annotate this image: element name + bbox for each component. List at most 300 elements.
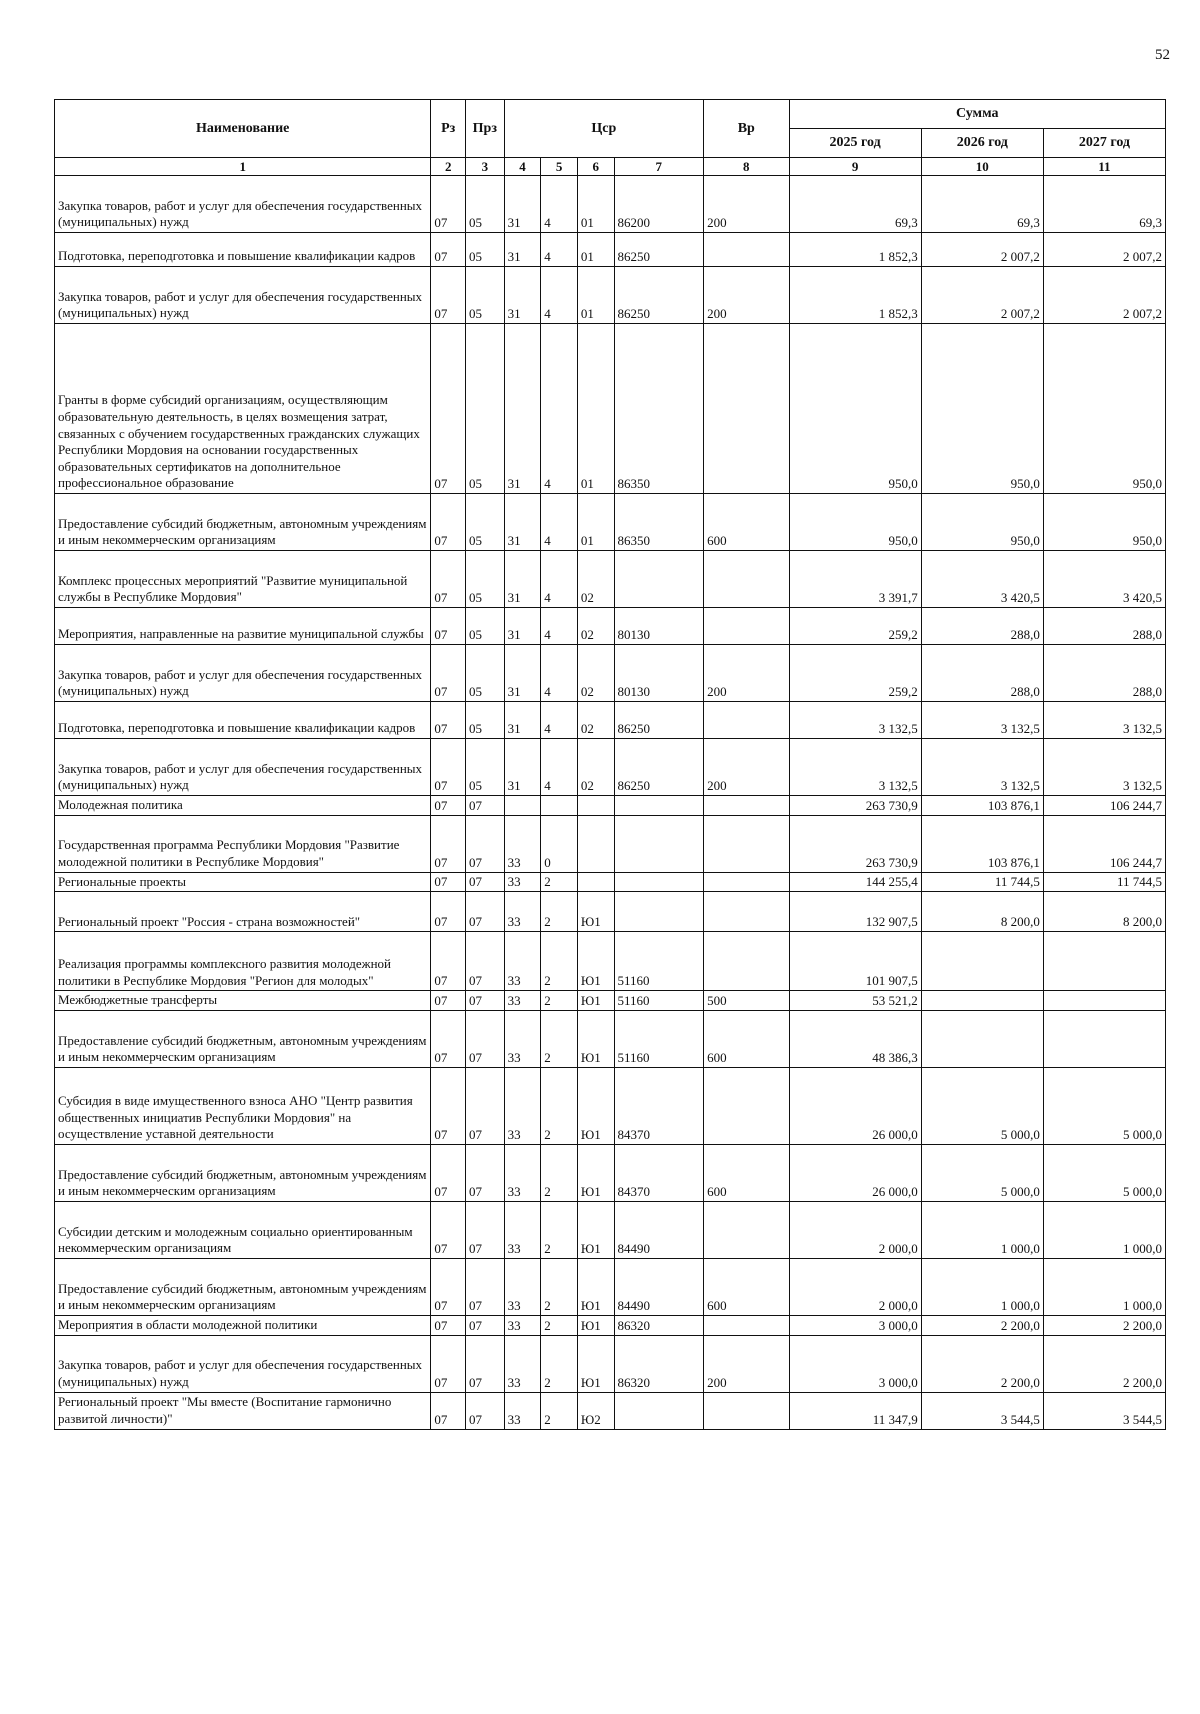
row-sum-2025: 53 521,2 xyxy=(789,991,921,1011)
row-rz: 07 xyxy=(431,872,466,892)
row-name: Гранты в форме субсидий организациям, осуществляющим образовательную деятельность, в целях возмещения затрат, связанных с обучением государственных гражданских служащих Республики Мордовия на основании государственных образовательных сертификатов на дополнительное профессиональное образование xyxy=(55,324,431,494)
column-number: 8 xyxy=(704,158,789,176)
row-tsr-3: Ю1 xyxy=(577,1335,614,1392)
table-row xyxy=(55,551,1166,608)
row-name: Мероприятия, направленные на развитие муниципальной службы xyxy=(55,608,431,645)
column-number: 7 xyxy=(614,158,704,176)
row-vr: 500 xyxy=(704,991,789,1011)
table-row xyxy=(55,176,1166,233)
row-vr xyxy=(704,1392,789,1429)
row-sum-2025: 259,2 xyxy=(789,608,921,645)
row-name: Государственная программа Республики Мордовия "Развитие молодежной политики в Республике Мордовия" xyxy=(55,815,431,872)
row-sum-2025: 3 132,5 xyxy=(789,739,921,796)
row-sum-2026: 3 132,5 xyxy=(921,739,1043,796)
row-tsr-3 xyxy=(577,815,614,872)
column-number: 6 xyxy=(577,158,614,176)
row-tsr-1: 33 xyxy=(504,1201,541,1258)
row-prz: 05 xyxy=(466,645,505,702)
row-prz: 07 xyxy=(466,1258,505,1315)
row-name: Субсидия в виде имущественного взноса АНО "Центр развития общественных инициатив Республики Мордовия" на осуществление уставной деятельности xyxy=(55,1067,431,1144)
row-tsr-4: 86320 xyxy=(614,1335,704,1392)
table-row xyxy=(55,702,1166,739)
row-tsr-3: Ю1 xyxy=(577,892,614,932)
row-tsr-1: 33 xyxy=(504,932,541,991)
row-tsr-2: 4 xyxy=(541,608,578,645)
row-sum-2027: 3 132,5 xyxy=(1043,702,1165,739)
row-prz: 05 xyxy=(466,702,505,739)
table-row xyxy=(55,1258,1166,1315)
row-sum-2027: 2 200,0 xyxy=(1043,1315,1165,1335)
row-tsr-2: 4 xyxy=(541,233,578,267)
row-sum-2026: 1 000,0 xyxy=(921,1258,1043,1315)
row-tsr-3: 01 xyxy=(577,267,614,324)
table-row xyxy=(55,932,1166,991)
row-rz: 07 xyxy=(431,892,466,932)
row-name: Подготовка, переподготовка и повышение квалификации кадров xyxy=(55,233,431,267)
table-body xyxy=(55,158,1166,1430)
row-vr: 600 xyxy=(704,494,789,551)
row-sum-2027: 288,0 xyxy=(1043,608,1165,645)
row-tsr-4: 86250 xyxy=(614,233,704,267)
row-tsr-1: 33 xyxy=(504,1315,541,1335)
row-sum-2026: 69,3 xyxy=(921,176,1043,233)
row-sum-2026: 2 007,2 xyxy=(921,233,1043,267)
budget-table xyxy=(54,99,1166,1430)
row-name: Региональный проект "Мы вместе (Воспитание гармонично развитой личности)" xyxy=(55,1392,431,1429)
row-tsr-2: 4 xyxy=(541,551,578,608)
row-sum-2026 xyxy=(921,991,1043,1011)
row-vr: 600 xyxy=(704,1258,789,1315)
row-tsr-4: 86250 xyxy=(614,739,704,796)
row-tsr-3: Ю1 xyxy=(577,1258,614,1315)
table-row xyxy=(55,1144,1166,1201)
row-tsr-4 xyxy=(614,796,704,816)
row-tsr-4: 86320 xyxy=(614,1315,704,1335)
row-vr xyxy=(704,1067,789,1144)
row-sum-2026: 103 876,1 xyxy=(921,796,1043,816)
row-rz: 07 xyxy=(431,815,466,872)
row-rz: 07 xyxy=(431,1392,466,1429)
row-sum-2026: 103 876,1 xyxy=(921,815,1043,872)
row-sum-2025: 950,0 xyxy=(789,324,921,494)
row-tsr-2: 2 xyxy=(541,1392,578,1429)
row-sum-2026: 3 132,5 xyxy=(921,702,1043,739)
row-sum-2026 xyxy=(921,932,1043,991)
row-sum-2027: 2 200,0 xyxy=(1043,1335,1165,1392)
row-sum-2026: 950,0 xyxy=(921,494,1043,551)
row-name: Региональный проект "Россия - страна возможностей" xyxy=(55,892,431,932)
row-sum-2025: 1 852,3 xyxy=(789,267,921,324)
row-prz: 05 xyxy=(466,176,505,233)
row-vr xyxy=(704,608,789,645)
row-prz: 05 xyxy=(466,494,505,551)
row-tsr-3: 01 xyxy=(577,176,614,233)
row-vr xyxy=(704,551,789,608)
row-sum-2025: 144 255,4 xyxy=(789,872,921,892)
row-rz: 07 xyxy=(431,551,466,608)
row-tsr-2: 2 xyxy=(541,1067,578,1144)
row-tsr-1: 33 xyxy=(504,1010,541,1067)
row-sum-2025: 26 000,0 xyxy=(789,1144,921,1201)
header-name: Наименование xyxy=(55,100,431,158)
row-tsr-1: 33 xyxy=(504,991,541,1011)
row-sum-2026: 2 200,0 xyxy=(921,1335,1043,1392)
row-tsr-2: 4 xyxy=(541,324,578,494)
row-name: Межбюджетные трансферты xyxy=(55,991,431,1011)
row-vr xyxy=(704,892,789,932)
row-prz: 07 xyxy=(466,1067,505,1144)
header-vr: Вр xyxy=(704,100,789,158)
row-tsr-3: Ю1 xyxy=(577,1010,614,1067)
row-sum-2026: 5 000,0 xyxy=(921,1144,1043,1201)
table-row xyxy=(55,739,1166,796)
row-tsr-3: 01 xyxy=(577,494,614,551)
row-tsr-2: 4 xyxy=(541,702,578,739)
row-tsr-4: 86350 xyxy=(614,324,704,494)
row-tsr-4: 86250 xyxy=(614,702,704,739)
row-tsr-1: 33 xyxy=(504,872,541,892)
row-sum-2027: 950,0 xyxy=(1043,324,1165,494)
row-tsr-1: 31 xyxy=(504,739,541,796)
table-row xyxy=(55,494,1166,551)
row-name: Комплекс процессных мероприятий "Развитие муниципальной службы в Республике Мордовия" xyxy=(55,551,431,608)
row-tsr-1: 33 xyxy=(504,1067,541,1144)
row-rz: 07 xyxy=(431,1144,466,1201)
row-tsr-3 xyxy=(577,872,614,892)
row-tsr-2: 2 xyxy=(541,1201,578,1258)
row-prz: 07 xyxy=(466,1315,505,1335)
row-prz: 05 xyxy=(466,267,505,324)
row-name: Подготовка, переподготовка и повышение квалификации кадров xyxy=(55,702,431,739)
row-sum-2027: 1 000,0 xyxy=(1043,1258,1165,1315)
row-name: Региональные проекты xyxy=(55,872,431,892)
row-tsr-1: 31 xyxy=(504,551,541,608)
table-row xyxy=(55,892,1166,932)
row-vr: 200 xyxy=(704,1335,789,1392)
row-prz: 07 xyxy=(466,815,505,872)
row-sum-2027: 3 544,5 xyxy=(1043,1392,1165,1429)
row-tsr-3: 01 xyxy=(577,324,614,494)
row-sum-2025: 3 000,0 xyxy=(789,1315,921,1335)
header-rz: Рз xyxy=(431,100,466,158)
row-rz: 07 xyxy=(431,1010,466,1067)
row-name: Мероприятия в области молодежной политики xyxy=(55,1315,431,1335)
row-name: Молодежная политика xyxy=(55,796,431,816)
row-tsr-4 xyxy=(614,815,704,872)
row-name: Предоставление субсидий бюджетным, автономным учреждениям и иным некоммерческим организациям xyxy=(55,494,431,551)
row-rz: 07 xyxy=(431,1335,466,1392)
header-year-2026: 2026 год xyxy=(921,129,1043,158)
row-prz: 07 xyxy=(466,1392,505,1429)
row-prz: 07 xyxy=(466,1335,505,1392)
row-tsr-1: 31 xyxy=(504,494,541,551)
row-tsr-3: 02 xyxy=(577,702,614,739)
row-rz: 07 xyxy=(431,494,466,551)
row-tsr-1: 33 xyxy=(504,892,541,932)
row-tsr-1: 31 xyxy=(504,324,541,494)
row-tsr-2: 4 xyxy=(541,739,578,796)
row-sum-2027: 288,0 xyxy=(1043,645,1165,702)
row-sum-2025: 263 730,9 xyxy=(789,796,921,816)
table-row xyxy=(55,1335,1166,1392)
row-rz: 07 xyxy=(431,267,466,324)
row-tsr-2 xyxy=(541,796,578,816)
row-sum-2026: 3 420,5 xyxy=(921,551,1043,608)
row-tsr-3: Ю2 xyxy=(577,1392,614,1429)
row-sum-2026: 288,0 xyxy=(921,608,1043,645)
row-sum-2025: 2 000,0 xyxy=(789,1258,921,1315)
table-row xyxy=(55,324,1166,494)
row-vr xyxy=(704,324,789,494)
row-sum-2027: 2 007,2 xyxy=(1043,267,1165,324)
column-number: 4 xyxy=(504,158,541,176)
row-tsr-2: 4 xyxy=(541,494,578,551)
row-tsr-2: 4 xyxy=(541,645,578,702)
table-row xyxy=(55,1315,1166,1335)
row-tsr-1: 31 xyxy=(504,645,541,702)
header-year-2027: 2027 год xyxy=(1043,129,1165,158)
row-sum-2025: 259,2 xyxy=(789,645,921,702)
row-prz: 07 xyxy=(466,892,505,932)
row-sum-2027: 5 000,0 xyxy=(1043,1067,1165,1144)
table-row xyxy=(55,991,1166,1011)
row-sum-2025: 950,0 xyxy=(789,494,921,551)
column-number: 3 xyxy=(466,158,505,176)
row-prz: 07 xyxy=(466,872,505,892)
row-vr: 600 xyxy=(704,1144,789,1201)
row-sum-2025: 48 386,3 xyxy=(789,1010,921,1067)
column-number: 10 xyxy=(921,158,1043,176)
table-row xyxy=(55,1201,1166,1258)
row-prz: 05 xyxy=(466,739,505,796)
table-row xyxy=(55,1067,1166,1144)
header-sum: Сумма xyxy=(789,100,1165,129)
page-number: 52 xyxy=(1155,47,1170,63)
row-tsr-1: 31 xyxy=(504,176,541,233)
row-tsr-3: 02 xyxy=(577,551,614,608)
row-sum-2026: 2 200,0 xyxy=(921,1315,1043,1335)
row-tsr-1: 33 xyxy=(504,1144,541,1201)
row-vr: 200 xyxy=(704,739,789,796)
row-tsr-4: 51160 xyxy=(614,991,704,1011)
row-tsr-1: 31 xyxy=(504,267,541,324)
header-prz: Прз xyxy=(466,100,505,158)
row-vr: 200 xyxy=(704,267,789,324)
row-tsr-4 xyxy=(614,551,704,608)
row-rz: 07 xyxy=(431,1201,466,1258)
table-row xyxy=(55,267,1166,324)
row-sum-2026: 3 544,5 xyxy=(921,1392,1043,1429)
row-tsr-1: 33 xyxy=(504,815,541,872)
row-sum-2026: 8 200,0 xyxy=(921,892,1043,932)
row-sum-2027: 2 007,2 xyxy=(1043,233,1165,267)
row-name: Закупка товаров, работ и услуг для обеспечения государственных (муниципальных) нужд xyxy=(55,267,431,324)
row-sum-2027: 8 200,0 xyxy=(1043,892,1165,932)
row-sum-2026 xyxy=(921,1010,1043,1067)
row-vr xyxy=(704,815,789,872)
row-tsr-1: 33 xyxy=(504,1258,541,1315)
row-tsr-4: 84370 xyxy=(614,1144,704,1201)
row-tsr-2: 2 xyxy=(541,1335,578,1392)
table-row xyxy=(55,796,1166,816)
row-rz: 07 xyxy=(431,176,466,233)
row-name: Реализация программы комплексного развития молодежной политики в Республике Мордовия "Регион для молодых" xyxy=(55,932,431,991)
row-vr xyxy=(704,872,789,892)
column-number: 11 xyxy=(1043,158,1165,176)
row-name: Закупка товаров, работ и услуг для обеспечения государственных (муниципальных) нужд xyxy=(55,645,431,702)
column-number: 2 xyxy=(431,158,466,176)
row-sum-2027: 950,0 xyxy=(1043,494,1165,551)
row-sum-2025: 132 907,5 xyxy=(789,892,921,932)
row-prz: 05 xyxy=(466,551,505,608)
row-tsr-1: 31 xyxy=(504,233,541,267)
row-tsr-2: 2 xyxy=(541,1258,578,1315)
column-number-row xyxy=(55,158,1166,176)
row-tsr-2: 2 xyxy=(541,1010,578,1067)
row-name: Субсидии детским и молодежным социально ориентированным некоммерческим организациям xyxy=(55,1201,431,1258)
row-vr xyxy=(704,932,789,991)
row-tsr-2: 2 xyxy=(541,892,578,932)
header-tsr: Цср xyxy=(504,100,703,158)
row-sum-2025: 3 132,5 xyxy=(789,702,921,739)
row-tsr-3: Ю1 xyxy=(577,1315,614,1335)
row-prz: 07 xyxy=(466,1144,505,1201)
row-tsr-3: Ю1 xyxy=(577,1144,614,1201)
row-sum-2026: 288,0 xyxy=(921,645,1043,702)
row-sum-2025: 2 000,0 xyxy=(789,1201,921,1258)
row-vr xyxy=(704,1201,789,1258)
row-tsr-4: 51160 xyxy=(614,932,704,991)
row-tsr-4: 86350 xyxy=(614,494,704,551)
row-tsr-3: Ю1 xyxy=(577,932,614,991)
row-sum-2025: 69,3 xyxy=(789,176,921,233)
row-rz: 07 xyxy=(431,932,466,991)
row-tsr-1 xyxy=(504,796,541,816)
column-number: 1 xyxy=(55,158,431,176)
row-tsr-4: 80130 xyxy=(614,645,704,702)
table-row xyxy=(55,872,1166,892)
row-rz: 07 xyxy=(431,1258,466,1315)
row-vr xyxy=(704,796,789,816)
row-sum-2027 xyxy=(1043,932,1165,991)
row-tsr-3: 01 xyxy=(577,233,614,267)
row-sum-2026: 5 000,0 xyxy=(921,1067,1043,1144)
header-year-2025: 2025 год xyxy=(789,129,921,158)
row-tsr-1: 31 xyxy=(504,608,541,645)
row-name: Закупка товаров, работ и услуг для обеспечения государственных (муниципальных) нужд xyxy=(55,1335,431,1392)
row-sum-2026: 11 744,5 xyxy=(921,872,1043,892)
row-vr: 200 xyxy=(704,176,789,233)
row-name: Закупка товаров, работ и услуг для обеспечения государственных (муниципальных) нужд xyxy=(55,176,431,233)
row-sum-2025: 1 852,3 xyxy=(789,233,921,267)
row-tsr-2: 0 xyxy=(541,815,578,872)
row-tsr-4 xyxy=(614,892,704,932)
row-tsr-1: 31 xyxy=(504,702,541,739)
row-sum-2027: 106 244,7 xyxy=(1043,796,1165,816)
row-sum-2025: 101 907,5 xyxy=(789,932,921,991)
row-prz: 07 xyxy=(466,1201,505,1258)
row-tsr-4: 84490 xyxy=(614,1201,704,1258)
row-vr xyxy=(704,702,789,739)
row-sum-2027 xyxy=(1043,991,1165,1011)
row-tsr-4 xyxy=(614,1392,704,1429)
row-rz: 07 xyxy=(431,645,466,702)
row-prz: 07 xyxy=(466,991,505,1011)
row-tsr-3: 02 xyxy=(577,645,614,702)
row-sum-2026: 2 007,2 xyxy=(921,267,1043,324)
row-name: Предоставление субсидий бюджетным, автономным учреждениям и иным некоммерческим организациям xyxy=(55,1010,431,1067)
row-tsr-2: 4 xyxy=(541,267,578,324)
row-rz: 07 xyxy=(431,739,466,796)
row-sum-2027: 3 420,5 xyxy=(1043,551,1165,608)
column-number: 9 xyxy=(789,158,921,176)
row-sum-2027: 11 744,5 xyxy=(1043,872,1165,892)
row-sum-2027: 5 000,0 xyxy=(1043,1144,1165,1201)
row-sum-2025: 3 391,7 xyxy=(789,551,921,608)
table-row xyxy=(55,645,1166,702)
row-rz: 07 xyxy=(431,233,466,267)
row-rz: 07 xyxy=(431,1067,466,1144)
row-prz: 05 xyxy=(466,324,505,494)
table-row xyxy=(55,815,1166,872)
row-tsr-1: 33 xyxy=(504,1335,541,1392)
row-tsr-4: 51160 xyxy=(614,1010,704,1067)
row-tsr-4: 80130 xyxy=(614,608,704,645)
row-rz: 07 xyxy=(431,1315,466,1335)
row-tsr-3: 02 xyxy=(577,739,614,796)
row-sum-2026: 1 000,0 xyxy=(921,1201,1043,1258)
row-prz: 05 xyxy=(466,608,505,645)
row-sum-2025: 11 347,9 xyxy=(789,1392,921,1429)
row-rz: 07 xyxy=(431,991,466,1011)
table-row xyxy=(55,608,1166,645)
row-sum-2027: 1 000,0 xyxy=(1043,1201,1165,1258)
row-tsr-3: Ю1 xyxy=(577,991,614,1011)
row-sum-2025: 26 000,0 xyxy=(789,1067,921,1144)
row-name: Предоставление субсидий бюджетным, автономным учреждениям и иным некоммерческим организациям xyxy=(55,1258,431,1315)
row-vr: 600 xyxy=(704,1010,789,1067)
row-tsr-4: 84370 xyxy=(614,1067,704,1144)
row-tsr-2: 4 xyxy=(541,176,578,233)
row-sum-2025: 263 730,9 xyxy=(789,815,921,872)
row-rz: 07 xyxy=(431,324,466,494)
row-tsr-2: 2 xyxy=(541,1315,578,1335)
row-rz: 07 xyxy=(431,608,466,645)
table-row xyxy=(55,1392,1166,1429)
row-vr: 200 xyxy=(704,645,789,702)
row-name: Предоставление субсидий бюджетным, автономным учреждениям и иным некоммерческим организациям xyxy=(55,1144,431,1201)
row-tsr-2: 2 xyxy=(541,991,578,1011)
row-rz: 07 xyxy=(431,702,466,739)
row-prz: 07 xyxy=(466,796,505,816)
row-prz: 05 xyxy=(466,233,505,267)
row-tsr-3: Ю1 xyxy=(577,1067,614,1144)
row-tsr-2: 2 xyxy=(541,932,578,991)
row-vr xyxy=(704,233,789,267)
row-sum-2027: 106 244,7 xyxy=(1043,815,1165,872)
row-tsr-3 xyxy=(577,796,614,816)
row-tsr-4: 84490 xyxy=(614,1258,704,1315)
table-row xyxy=(55,233,1166,267)
row-sum-2025: 3 000,0 xyxy=(789,1335,921,1392)
row-tsr-1: 33 xyxy=(504,1392,541,1429)
row-sum-2027 xyxy=(1043,1010,1165,1067)
row-tsr-3: Ю1 xyxy=(577,1201,614,1258)
row-sum-2027: 3 132,5 xyxy=(1043,739,1165,796)
row-name: Закупка товаров, работ и услуг для обеспечения государственных (муниципальных) нужд xyxy=(55,739,431,796)
row-tsr-4: 86200 xyxy=(614,176,704,233)
row-tsr-2: 2 xyxy=(541,872,578,892)
